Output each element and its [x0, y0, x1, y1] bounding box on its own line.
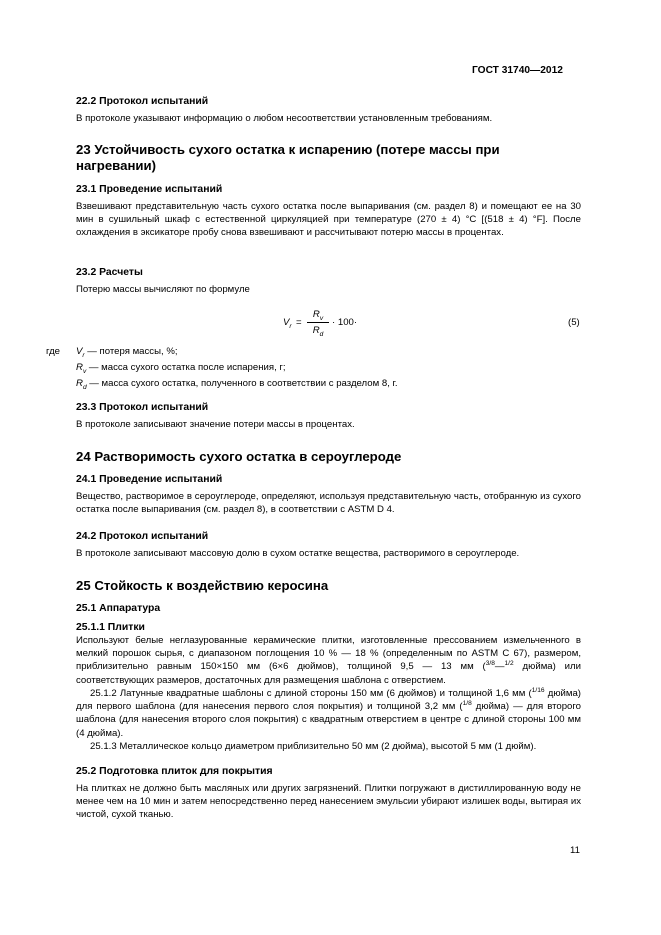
where-label: где: [46, 346, 61, 357]
section-25-2-text: На плитках не должно быть масляных или других загрязнений. Плитки погружают в дистиллированную воду не менее чем на 10 мин и затем непосредственно перед нанесением эмульсии убирают излишек воды, вытирая их чистой, сухой тканью.: [76, 783, 581, 821]
where-item-vr: $V_r$ — потеря массы, %;: [76, 346, 178, 359]
section-24-2-title: 24.2 Протокол испытаний: [76, 531, 209, 542]
formula-number: (5): [568, 317, 580, 328]
page-number: 11: [570, 845, 580, 856]
section-23-title-line1: 23 Устойчивость сухого остатка к испарению (потере массы при: [76, 142, 500, 157]
section-25-1-1-text: Используют белые неглазурованные керамические плитки, изготовленные прессованием измельченного в мелкий порошок сырья, с диапазоном поглощения 10 % — 18 % (определенным по ASTM С 67), размером, приблизительно равным 150×150 мм (6×6 дюймов), толщиной 9,5 — 13 мм ($^{3/8}$—$^{1/2}$ дюйма) или соответствующих размеров, достаточных для размещения шаблона с отверстием.: [76, 635, 581, 686]
section-25-title: 25 Стойкость к воздействию керосина: [76, 578, 329, 593]
standard-designation: ГОСТ 31740—2012: [472, 65, 563, 76]
section-23-3-text: В протоколе записывают значение потери массы в процентах.: [76, 419, 355, 430]
section-24-title: 24 Растворимость сухого остатка в сероуглероде: [76, 449, 402, 464]
section-23-title-line2: нагревании): [76, 158, 157, 173]
section-25-1-1-title: 25.1.1 Плитки: [76, 622, 145, 633]
section-23-3-title: 23.3 Протокол испытаний: [76, 402, 209, 413]
section-25-2-title: 25.2 Подготовка плиток для покрытия: [76, 766, 273, 777]
section-22-2-text: В протоколе указывают информацию о любом несоответствии установленным требованиям.: [76, 113, 493, 124]
section-24-2-text: В протоколе записывают массовую долю в сухом остатке вещества, растворимого в сероуглероде.: [76, 548, 520, 559]
formula-equals: =: [296, 317, 302, 328]
formula-multiplier: · 100·: [332, 317, 358, 328]
section-25-1-2-text: 25.1.2 Латунные квадратные шаблоны с длиной стороны 150 мм (6 дюймов) и толщиной 1,6 мм ($^{1/16}$ дюйма) для первого шаблона (для нанесения первого слоя покрытия) и толщиной 3,2 мм ($^{1/8}$ дюйма) — для второго шаблона (для нанесения второго слоя покрытия) с квадратным отверстием в центре с длиной стороны 100 мм (4 дюйма).: [76, 686, 581, 739]
section-22-2-title: 22.2 Протокол испытаний: [76, 96, 209, 107]
formula-fraction: $R_v$ $R_d$: [307, 308, 329, 337]
where-item-rd: $R_d$ — масса сухого остатка, полученного в соответствии с разделом 8, г.: [76, 378, 398, 391]
section-24-1-title: 24.1 Проведение испытаний: [76, 474, 223, 485]
section-23-1-title: 23.1 Проведение испытаний: [76, 184, 223, 195]
mass-loss-formula: [283, 308, 403, 338]
section-23-1-text: Взвешивают представительную часть сухого остатка после выпаривания (см. раздел 8) и помещают ее на 30 мин в сушильный шкаф с естественной циркуляцией при температуре (270 ± 4) °С [(518 ± 4) °F]. После охлаждения в эксикаторе пробу снова взвешивают и рассчитывают потерю массы в процентах.: [76, 201, 581, 239]
section-24-1-text: Вещество, растворимое в сероуглероде, определяют, используя представительную часть, отобранную из сухого остатка после выпаривания (см. раздел 8), в соответствии с ASTM D 4.: [76, 491, 581, 516]
section-25-1-3-text: 25.1.3 Металлическое кольцо диаметром приблизительно 50 мм (2 дюйма), высотой 5 мм (1 дюйм).: [90, 741, 537, 752]
section-23-2-text: Потерю массы вычисляют по формуле: [76, 284, 250, 295]
formula-lhs: $V_r$: [283, 317, 292, 330]
section-25-1-title: 25.1 Аппаратура: [76, 603, 161, 614]
where-item-rv: $R_v$ — масса сухого остатка после испарения, г;: [76, 362, 286, 375]
section-23-2-title: 23.2 Расчеты: [76, 267, 143, 278]
